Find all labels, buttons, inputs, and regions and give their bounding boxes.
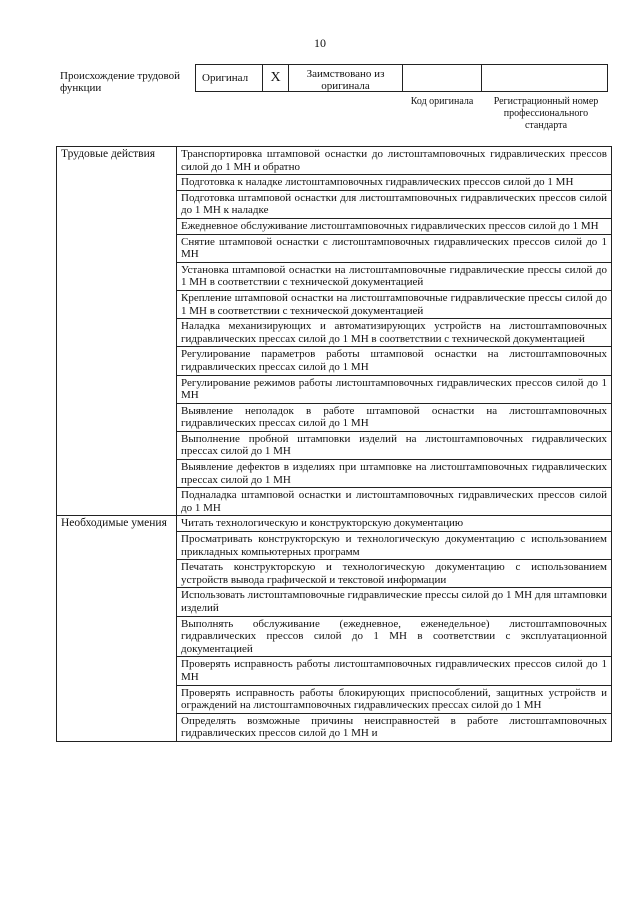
origin-label: Происхождение трудовой функции [60, 70, 181, 94]
table-row [57, 147, 612, 175]
section-item: Ежедневное обслуживание листоштамповочных гидравлических прессов силой до 1 МН [177, 218, 612, 234]
original-label: Оригинал [196, 65, 263, 91]
reg-number-label: Регистрационный номер профессионального стандарта [493, 96, 599, 131]
origin-box [195, 64, 608, 92]
section-item: Подготовка штамповой оснастки для листоштамповочных гидравлических прессов силой до 1 МН к наладке [177, 190, 612, 218]
section-item: Выявление дефектов в изделиях при штамповке на листоштамповочных гидравлических прессах силой до 1 МН [177, 460, 612, 488]
section-item: Выявление неполадок в работе штамповой оснастки на листоштамповочных гидравлических прессах силой до 1 МН [177, 403, 612, 431]
section-item: Читать технологическую и конструкторскую документацию [177, 516, 612, 532]
section-item: Проверять исправность работы блокирующих приспособлений, защитных устройств и ограждений на листоштамповочных гидравлических прессах силой до 1 МН [177, 685, 612, 713]
section-item: Выполнение пробной штамповки изделий на листоштамповочных гидравлических прессах силой до 1 МН [177, 431, 612, 459]
section-item: Крепление штамповой оснастки на листоштамповочные гидравлические прессы силой до 1 МН в соответствии с технической документацией [177, 290, 612, 318]
section-item: Транспортировка штамповой оснастки до листоштамповочных гидравлических прессов силой до 1 МН и обратно [177, 147, 612, 175]
section-item: Установка штамповой оснастки на листоштамповочные гидравлические прессы силой до 1 МН в соответствии с технической документацией [177, 262, 612, 290]
table-row [57, 516, 612, 532]
section-item: Подналадка штамповой оснастки и листоштамповочных гидравлических прессов силой до 1 МН [177, 488, 612, 516]
section-item: Определять возможные причины неисправностей в работе листоштамповочных гидравлических прессов силой до 1 МН и [177, 713, 612, 741]
page-number: 10 [314, 36, 326, 50]
function-table [56, 146, 612, 742]
borrowed-label: Заимствовано из оригинала [289, 65, 403, 91]
section-title: Необходимые умения [57, 516, 177, 742]
section-item: Наладка механизирующих и автоматизирующих устройств на листоштамповочных гидравлических прессах силой до 1 МН в соответствии с технической документацией [177, 319, 612, 347]
section-title: Трудовые действия [57, 147, 177, 516]
original-mark: X [263, 65, 289, 91]
section-item: Подготовка к наладке листоштамповочных гидравлических прессов силой до 1 МН [177, 175, 612, 191]
section-item: Проверять исправность работы листоштамповочных гидравлических прессов силой до 1 МН [177, 657, 612, 685]
section-item: Снятие штамповой оснастки с листоштамповочных гидравлических прессов силой до 1 МН [177, 234, 612, 262]
section-item: Регулирование параметров работы штамповой оснастки на листоштамповочных гидравлических прессах силой до 1 МН [177, 347, 612, 375]
section-item: Печатать конструкторскую и технологическую документацию с использованием устройств вывода графической и текстовой информации [177, 560, 612, 588]
reg-number-cell [482, 65, 607, 91]
section-item: Использовать листоштамповочные гидравлические прессы силой до 1 МН для штамповки изделий [177, 588, 612, 616]
section-item: Регулирование режимов работы листоштамповочных гидравлических прессов силой до 1 МН [177, 375, 612, 403]
code-label: Код оригинала [410, 96, 474, 107]
original-code-cell [403, 65, 482, 91]
section-item: Просматривать конструкторскую и технологическую документацию с использованием прикладных компьютерных программ [177, 532, 612, 560]
section-item: Выполнять обслуживание (ежедневное, еженедельное) листоштамповочных гидравлических прессов силой до 1 МН в соответствии с эксплуатационной документацией [177, 616, 612, 657]
